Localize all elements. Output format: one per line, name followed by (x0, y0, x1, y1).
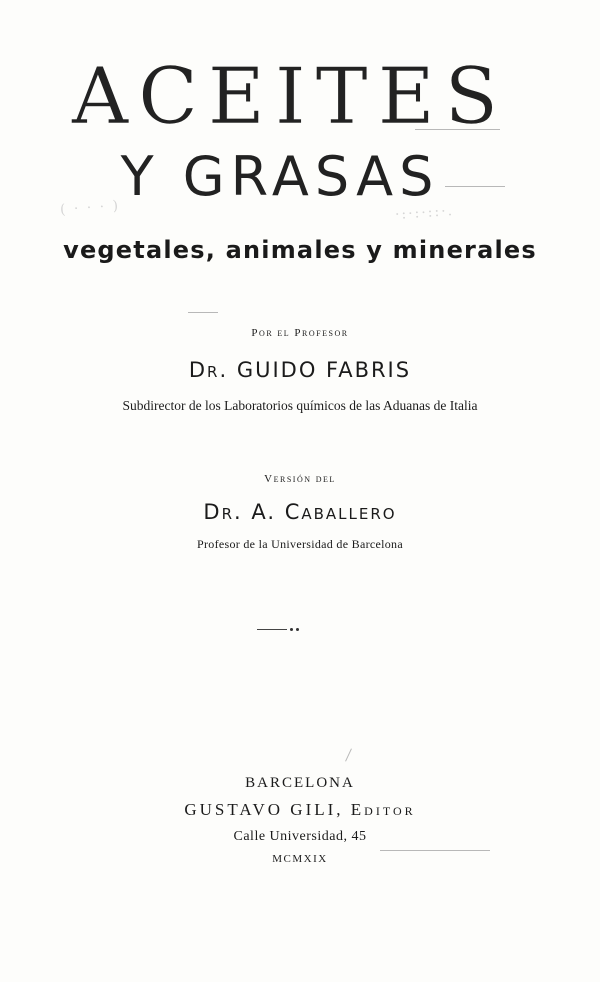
translator-name: Dr. A. Caballero (203, 500, 397, 524)
title-line-2: Y GRASAS (120, 145, 440, 208)
imprint-address: Calle Universidad, 45 (233, 829, 367, 844)
subtitle: vegetales, animales y minerales (63, 236, 537, 264)
scan-speck (188, 312, 218, 313)
scan-speck (345, 748, 352, 761)
ornament-dot (296, 628, 299, 631)
ornament-dot (290, 628, 293, 631)
imprint-year: MCMXIX (272, 853, 328, 865)
bleed-through-mark: ·:·:·::·. (394, 202, 455, 224)
author-affiliation: Subdirector de los Laboratorios químicos de las Aduanas de Italia (122, 398, 478, 413)
imprint-publisher: GUSTAVO GILI, Editor (184, 800, 416, 819)
title-line-1: ACEITES (71, 52, 509, 142)
imprint-city: BARCELONA (245, 775, 355, 791)
scan-speck (380, 850, 490, 851)
ornament-rule (257, 628, 301, 632)
byline: Por el Profesor (251, 327, 349, 339)
ornament-line (257, 629, 287, 630)
version-label: Versión del (264, 473, 336, 485)
author-name: Dr. GUIDO FABRIS (188, 358, 412, 382)
translator-affiliation: Profesor de la Universidad de Barcelona (197, 537, 403, 551)
bleed-through-mark: ( · · · ) (59, 197, 121, 219)
